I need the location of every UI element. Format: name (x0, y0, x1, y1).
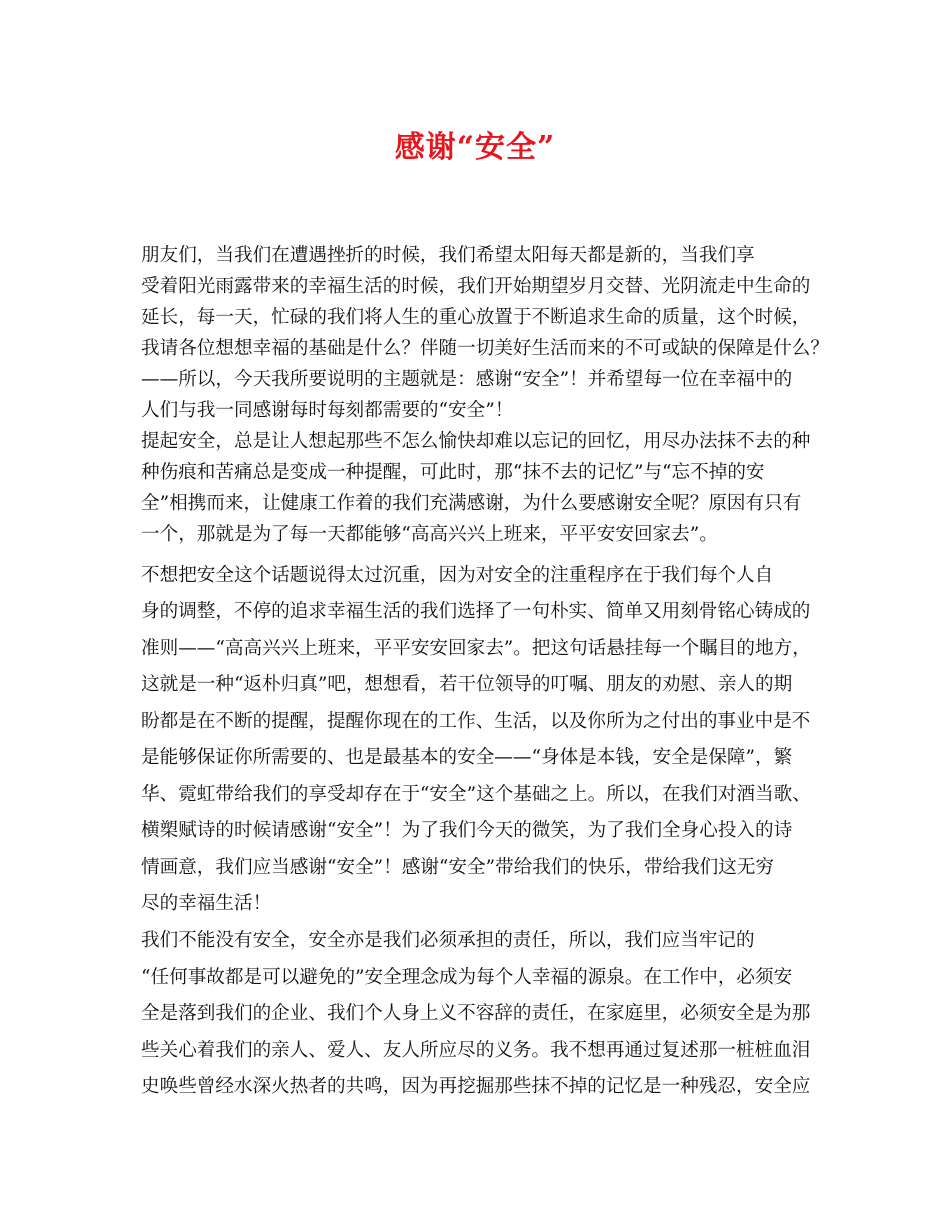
paragraph-line: 全是落到我们的企业、我们个人身上义不容辞的责任，在家庭里，必须安全是为那 (141, 1003, 811, 1024)
document-title: 感谢“安全” (394, 130, 556, 165)
paragraph-line: 华、霓虹带给我们的享受却存在于“安全”这个基础之上。所以，在我们对酒当歌、 (141, 784, 811, 805)
paragraph-line: 朋友们，当我们在遭遇挫折的时候，我们希望太阳每天都是新的，当我们享 (141, 245, 755, 266)
paragraph-line: 这就是一种“返朴归真”吧，想想看，若干位领导的叮嘱、朋友的劝慰、亲人的期 (141, 674, 793, 695)
paragraph-line: 延长，每一天，忙碌的我们将人生的重心放置于不断追求生命的质量，这个时候， (141, 307, 811, 328)
paragraph-line: 提起安全，总是让人想起那些不怎么愉快却难以忘记的回忆，用尽办法抹不去的种 (141, 431, 811, 452)
paragraph-line: 盼都是在不断的提醒，提醒你现在的工作、生活，以及你所为之付出的事业中是不 (141, 711, 811, 732)
paragraph-line: 受着阳光雨露带来的幸福生活的时候，我们开始期望岁月交替、光阴流走中生命的 (141, 276, 811, 297)
paragraph-line: 准则——“高高兴兴上班来，平平安安回家去”。把这句话悬挂每一个瞩目的地方， (141, 638, 811, 659)
paragraph-line: 全”相携而来，让健康工作着的我们充满感谢，为什么要感谢安全呢？原因有只有 (141, 493, 802, 514)
paragraph-line: “任何事故都是可以避免的”安全理念成为每个人幸福的源泉。在工作中，必须安 (141, 967, 793, 988)
paragraph-line: 尽的幸福生活！ (141, 893, 272, 914)
paragraph-line: 身的调整，不停的追求幸福生活的我们选择了一句朴实、简单又用刻骨铭心铸成的 (141, 601, 811, 622)
paragraph-line: ——所以，今天我所要说明的主题就是：感谢“安全”！并希望每一位在幸福中的 (141, 369, 793, 390)
paragraph-line: 横槊赋诗的时候请感谢“安全”！为了我们今天的微笑，为了我们全身心投入的诗 (141, 820, 793, 841)
paragraph-line: 是能够保证你所需要的、也是最基本的安全——“身体是本钱，安全是保障”，繁 (141, 747, 793, 768)
paragraph-line: 情画意，我们应当感谢“安全”！感谢“安全”带给我们的快乐，带给我们这无穷 (141, 857, 775, 878)
paragraph-line: 史唤些曾经水深火热者的共鸣，因为再挖掘那些抹不掉的记忆是一种残忍，安全应 (141, 1076, 811, 1097)
paragraph-line: 一个，那就是为了每一天都能够“高高兴兴上班来，平平安安回家去”。 (141, 524, 718, 545)
paragraph-line: 种伤痕和苦痛总是变成一种提醒，可此时，那“抹不去的记忆”与“忘不掉的安 (141, 462, 765, 483)
paragraph-line: 我请各位想想幸福的基础是什么？伴随一切美好生活而来的不可或缺的保障是什么？ (141, 338, 829, 359)
paragraph-line: 不想把安全这个话题说得太过沉重，因为对安全的注重程序在于我们每个人自 (141, 565, 774, 586)
paragraph-line: 人们与我一同感谢每时每刻都需要的“安全”！ (141, 400, 514, 421)
paragraph-line: 我们不能没有安全，安全亦是我们必须承担的责任，所以，我们应当牢记的 (141, 930, 755, 951)
paragraph-line: 些关心着我们的亲人、爱人、友人所应尽的义务。我不想再通过复述那一桩桩血泪 (141, 1040, 811, 1061)
